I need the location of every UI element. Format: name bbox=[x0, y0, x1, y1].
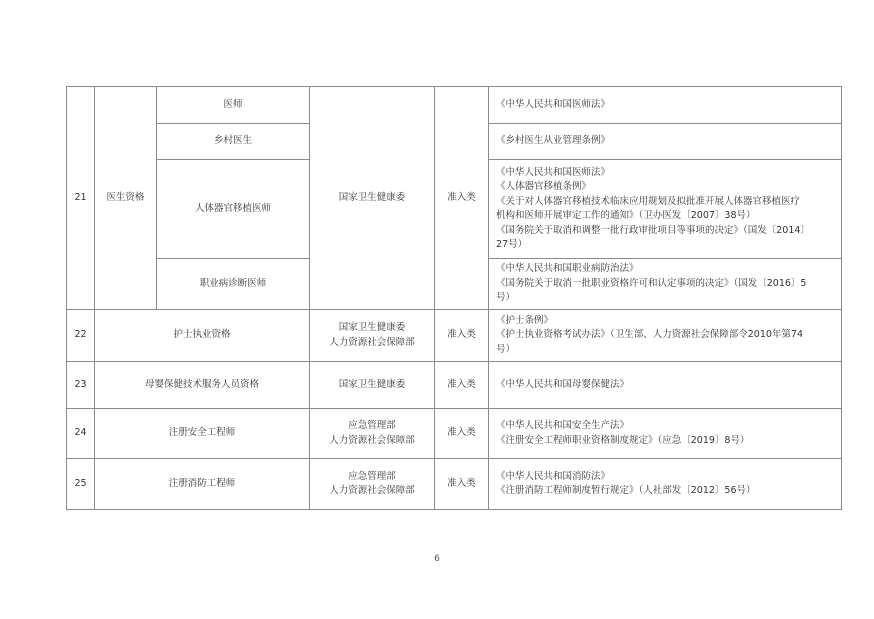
law-line: 《中华人民共和国职业病防治法》 bbox=[496, 263, 639, 275]
law-line: 《护士条例》 bbox=[496, 314, 554, 326]
law-line: 《乡村医生从业管理条例》 bbox=[496, 135, 611, 147]
qualification-cell: 护士执业资格 bbox=[95, 310, 310, 362]
table-row bbox=[67, 362, 842, 409]
law-line: 《中华人民共和国母婴保健法》 bbox=[496, 378, 630, 390]
law-line: 27号） bbox=[496, 239, 528, 250]
agency-cell bbox=[310, 310, 435, 362]
law-line: 《护士执业资格考试办法》（卫生部、人力资源社会保障部令2010年第74 bbox=[496, 329, 804, 341]
law-line: 《注册消防工程师制度暂行规定》（人社部发〔2012〕56号） bbox=[496, 485, 756, 496]
law-line: 《注册安全工程师职业资格制度规定》（应急〔2019〕8号） bbox=[496, 434, 750, 446]
law-line: 《中华人民共和国消防法》 bbox=[496, 470, 611, 482]
table-row bbox=[67, 409, 842, 459]
agency-line: 国家卫生健康委 bbox=[338, 322, 406, 333]
law-cell bbox=[489, 310, 842, 362]
qualification-cell: 母婴保健技术服务人员资格 bbox=[95, 362, 310, 409]
row-number: 22 bbox=[67, 310, 95, 362]
law-line: 《国务院关于取消一批职业资格许可和认定事项的决定》（国发〔2016〕5 bbox=[496, 277, 807, 289]
agency-cell bbox=[310, 409, 435, 459]
row-number: 21 bbox=[67, 87, 95, 310]
type-cell: 准入类 bbox=[435, 87, 489, 310]
type-cell: 准入类 bbox=[435, 310, 489, 362]
agency-line: 应急管理部 bbox=[348, 470, 396, 482]
law-cell bbox=[489, 459, 842, 510]
qualification-cell: 注册安全工程师 bbox=[95, 409, 310, 459]
sub-qualification-cell: 乡村医生 bbox=[157, 124, 310, 160]
row-number: 24 bbox=[67, 409, 95, 459]
agency-cell bbox=[310, 459, 435, 510]
type-cell: 准入类 bbox=[435, 459, 489, 510]
qualification-cell: 注册消防工程师 bbox=[95, 459, 310, 510]
law-cell bbox=[489, 124, 842, 160]
law-cell bbox=[489, 409, 842, 459]
table-row bbox=[67, 87, 842, 124]
law-line: 《中华人民共和国医师法》 bbox=[496, 98, 611, 110]
agency-line: 人力资源社会保障部 bbox=[329, 434, 415, 446]
law-line: 机构和医师开展审定工作的通知》（卫办医发〔2007〕38号） bbox=[496, 210, 756, 221]
law-line: 《关于对人体器官移植技术临床应用规划及拟批准开展人体器官移植医疗 bbox=[496, 195, 801, 207]
sub-qualification-cell: 人体器官移植医师 bbox=[157, 160, 310, 259]
agency-line: 人力资源社会保障部 bbox=[329, 485, 415, 496]
law-cell bbox=[489, 259, 842, 310]
row-number: 23 bbox=[67, 362, 95, 409]
agency-line: 国家卫生健康委 bbox=[338, 378, 406, 390]
law-cell bbox=[489, 87, 842, 124]
row-number: 25 bbox=[67, 459, 95, 510]
agency-line: 应急管理部 bbox=[348, 420, 396, 431]
law-line: 号） bbox=[496, 292, 516, 304]
law-line: 《国务院关于取消和调整一批行政审批项目等事项的决定》（国发〔2014〕 bbox=[496, 224, 810, 236]
law-line: 号） bbox=[496, 343, 516, 355]
qualification-table bbox=[66, 86, 842, 510]
type-cell: 准入类 bbox=[435, 362, 489, 409]
agency-cell bbox=[310, 362, 435, 409]
law-line: 《中华人民共和国安全生产法》 bbox=[496, 420, 630, 431]
law-line: 《中华人民共和国医师法》 bbox=[496, 166, 611, 178]
type-cell: 准入类 bbox=[435, 409, 489, 459]
sub-qualification-cell: 职业病诊断医师 bbox=[157, 259, 310, 310]
category-cell: 医生资格 bbox=[95, 87, 157, 310]
law-cell bbox=[489, 362, 842, 409]
sub-qualification-cell: 医师 bbox=[157, 87, 310, 124]
law-line: 《人体器官移植条例》 bbox=[496, 181, 592, 192]
agency-line: 人力资源社会保障部 bbox=[329, 336, 415, 348]
table-row bbox=[67, 310, 842, 362]
agency-cell: 国家卫生健康委 bbox=[310, 87, 435, 310]
page-number: 6 bbox=[434, 554, 440, 564]
law-cell bbox=[489, 160, 842, 259]
table-row bbox=[67, 459, 842, 510]
